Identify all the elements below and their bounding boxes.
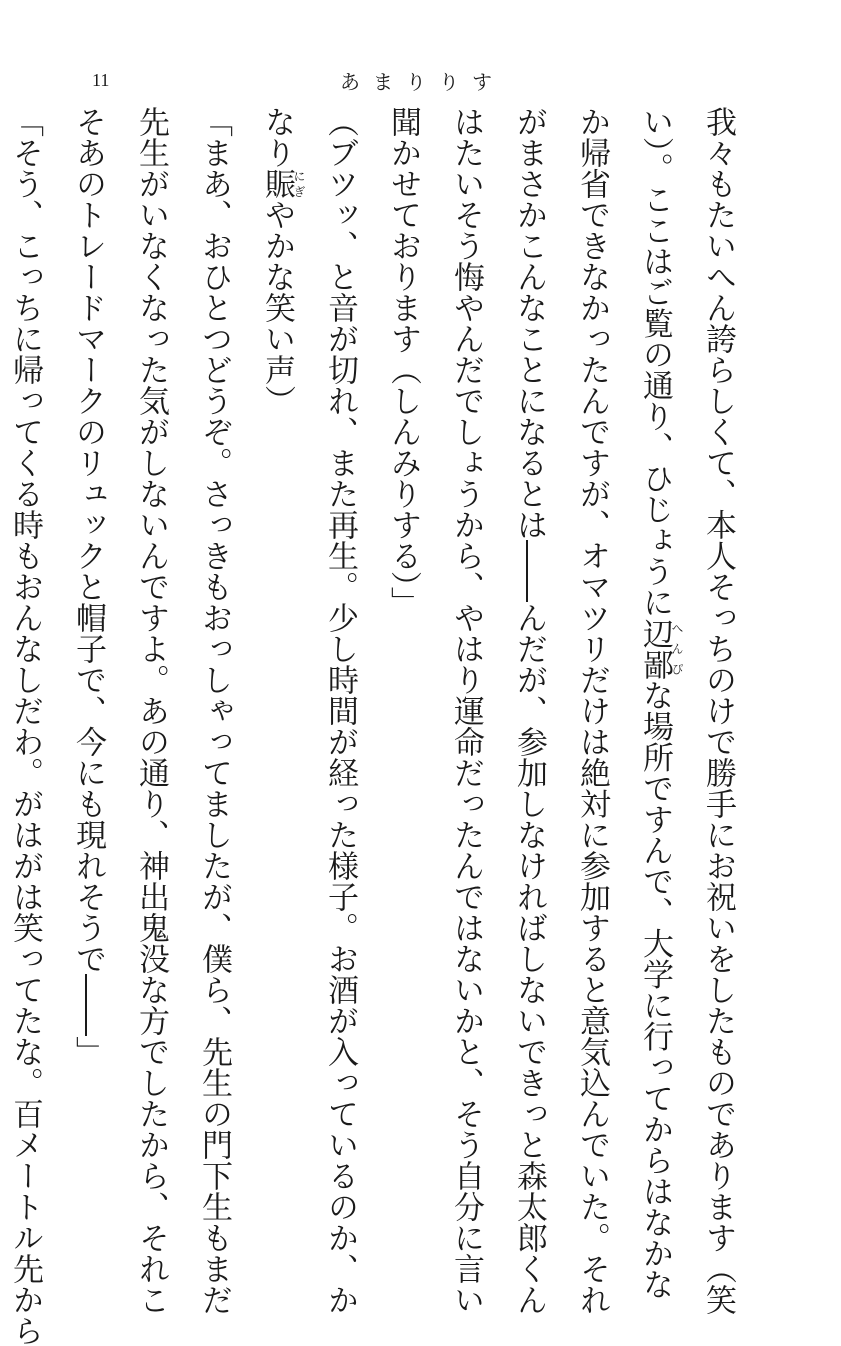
text-line: か帰省できなかったんですが、オマツリだけは絶対に参加すると意気込んでいた。それ [574, 106, 610, 1315]
body-text [0, 106, 749, 1346]
text-line: （ブツッ、と音が切れ、また再生。少し時間が経った様子。お酒が入っているのか、か [322, 106, 358, 1315]
text-line: 先生がいなくなった気がしないんですよ。あの通り、神出鬼没な方でしたから、それこ [133, 106, 169, 1315]
text-line: はたいそう悔やんだでしょうから、やはり運命だったんではないかと、そう自分に言い [448, 106, 484, 1315]
text-line: がまさかこんなことになるとは――んだが、参加しなければしないできっと森太郎くん [511, 106, 547, 1315]
text-line: そあのトレードマークのリュックと帽子で、今にも現れそうで――」 [70, 106, 106, 1067]
page-number: 11 [92, 70, 110, 90]
ruby-annotation: 辺鄙へんぴ [637, 617, 684, 680]
text-line: 我々もたいへん誇らしくて、本人そっちのけで勝手にお祝いをしたものであります（笑 [700, 106, 736, 1315]
text-line: 「そう、こっちに帰ってくる時もおんなしだわ。がはがは笑ってたな。百メートル先から [7, 106, 43, 1346]
text-line: なり賑にぎやかな笑い声） [259, 106, 306, 416]
ruby-annotation: 賑にぎ [259, 168, 306, 199]
text-line: 聞かせております（しんみりする）」 [385, 106, 421, 618]
text-line: い）。ここはご覧の通り、ひじょうに辺鄙へんぴな場所ですんで、大学に行ってからはなかな [637, 106, 684, 1300]
text-line: 「まあ、おひとつどうぞ。さっきもおっしゃってましたが、僕ら、先生の門下生もまだ [196, 106, 232, 1315]
running-title: あまりりす [340, 70, 505, 94]
